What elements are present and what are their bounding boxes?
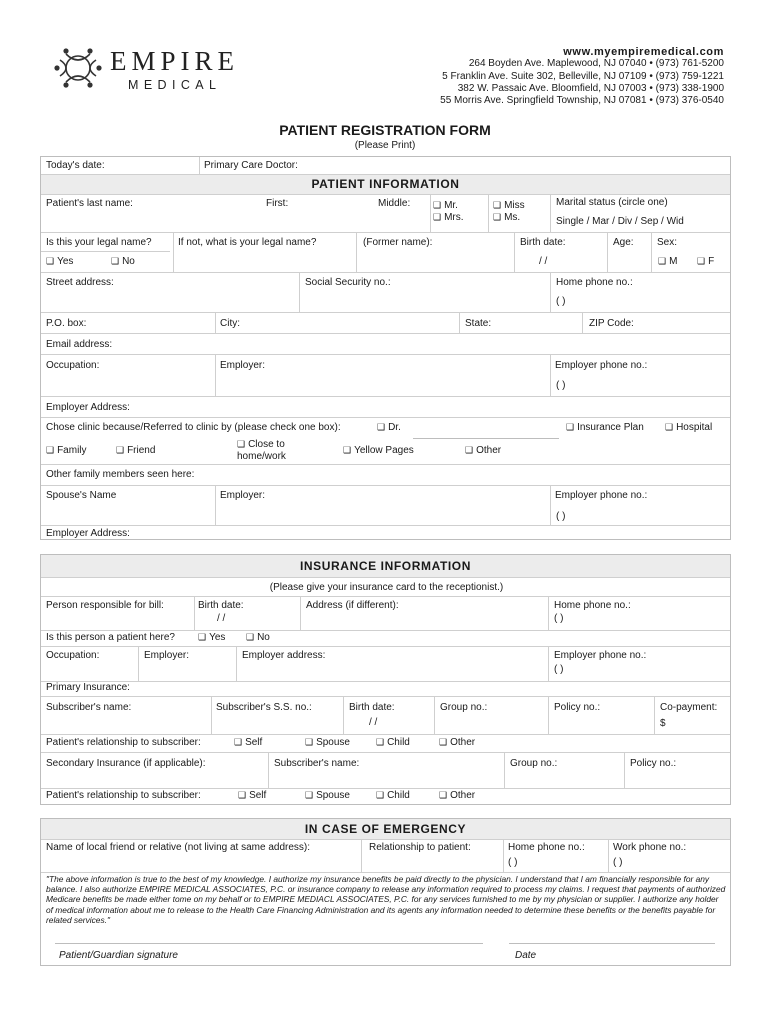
referral-hospital-checkbox[interactable]: ❑ Hospital — [665, 422, 712, 433]
address-line: 5 Franklin Ave. Suite 302, Belleville, NJ 07109 • (973) 759-1221 — [442, 70, 724, 82]
home-phone-field[interactable]: Home phone no.: — [556, 277, 633, 288]
section-heading: IN CASE OF EMERGENCY — [41, 819, 730, 839]
responsible-address-field[interactable]: Address (if different): — [306, 600, 399, 611]
is-patient-question: Is this person a patient here? — [46, 632, 175, 643]
todays-date-field[interactable]: Today's date: — [46, 160, 105, 171]
local-contact-field[interactable]: Name of local friend or relative (not living at same address): — [46, 842, 311, 853]
email-field[interactable]: Email address: — [46, 339, 113, 350]
title-mr-checkbox[interactable]: ❑ Mr. — [433, 200, 458, 211]
primary-relationship-spouse-checkbox[interactable]: ❑ Spouse — [305, 737, 350, 748]
responsible-employer-phone-parens: ( ) — [554, 664, 564, 675]
spouse-name-field[interactable]: Spouse's Name — [46, 490, 117, 501]
spouse-employer-phone-field[interactable]: Employer phone no.: — [555, 490, 648, 501]
patient-information-section — [40, 156, 731, 540]
marital-status-options[interactable]: Single / Mar / Div / Sep / Wid — [556, 216, 684, 227]
secondary-insurance-field[interactable]: Secondary Insurance (if applicable): — [46, 758, 206, 769]
address-line: 382 W. Passaic Ave. Bloomfield, NJ 07003 • (973) 338-1900 — [457, 82, 724, 94]
employer-address-field[interactable]: Employer Address: — [46, 402, 130, 413]
office-addresses — [440, 46, 724, 107]
empire-medical-logo-icon — [52, 44, 104, 92]
employer-phone-field[interactable]: Employer phone no.: — [555, 360, 648, 371]
ssn-field[interactable]: Social Security no.: — [305, 277, 391, 288]
marital-status-label: Marital status (circle one) — [556, 197, 668, 208]
is-patient-no-checkbox[interactable]: ❑ No — [246, 632, 270, 643]
primary-relationship-label: Patient's relationship to subscriber: — [46, 737, 201, 748]
sex-f-checkbox[interactable]: ❑ F — [697, 256, 714, 267]
subscriber-ss-field[interactable]: Subscriber's S.S. no.: — [216, 702, 312, 713]
middle-name-field[interactable]: Middle: — [378, 198, 411, 209]
subscriber-birth-date-field[interactable]: Birth date: — [349, 702, 395, 713]
signature-date-field[interactable]: Date — [515, 950, 537, 961]
other-family-field[interactable]: Other family members seen here: — [46, 469, 195, 480]
title-ms-checkbox[interactable]: ❑ Ms. — [493, 212, 520, 223]
responsible-employer-address-field[interactable]: Employer address: — [242, 650, 326, 661]
subscriber-birth-date-slashes: / / — [369, 717, 378, 728]
occupation-field[interactable]: Occupation: — [46, 360, 100, 371]
age-field[interactable]: Age: — [613, 237, 634, 248]
secondary-policy-no-field[interactable]: Policy no.: — [630, 758, 677, 769]
first-name-field[interactable]: First: — [266, 198, 289, 209]
responsible-birth-date-slashes: / / — [217, 613, 226, 624]
brand-name: EMPIRE — [110, 46, 240, 76]
responsible-employer-field[interactable]: Employer: — [144, 650, 190, 661]
referral-insurance-plan-checkbox[interactable]: ❑ Insurance Plan — [566, 422, 644, 433]
secondary-subscriber-field[interactable]: Subscriber's name: — [274, 758, 360, 769]
website-link[interactable]: www.myempiremedical.com — [563, 46, 724, 58]
home-phone-parens: ( ) — [556, 296, 566, 307]
sex-m-checkbox[interactable]: ❑ M — [658, 256, 677, 267]
responsible-occupation-field[interactable]: Occupation: — [46, 650, 100, 661]
secondary-relationship-label: Patient's relationship to subscriber: — [46, 790, 201, 801]
emergency-section — [40, 818, 731, 966]
employer-field[interactable]: Employer: — [220, 360, 266, 371]
birth-date-slashes: / / — [539, 256, 548, 267]
primary-insurance-label: Primary Insurance: — [46, 682, 130, 693]
copayment-field[interactable]: Co-payment: — [660, 702, 718, 713]
secondary-relationship-child-checkbox[interactable]: ❑ Child — [376, 790, 410, 801]
legal-name-no-checkbox[interactable]: ❑ No — [111, 256, 135, 267]
secondary-relationship-spouse-checkbox[interactable]: ❑ Spouse — [305, 790, 350, 801]
responsible-home-phone-field[interactable]: Home phone no.: — [554, 600, 631, 611]
responsible-phone-parens: ( ) — [554, 613, 564, 624]
contact-home-phone-field[interactable]: Home phone no.: — [508, 842, 585, 853]
responsible-party-field[interactable]: Person responsible for bill: — [46, 600, 164, 611]
last-name-field[interactable]: Patient's last name: — [46, 198, 133, 209]
legal-name-yes-checkbox[interactable]: ❑ Yes — [46, 256, 73, 267]
insurance-card-note: (Please give your insurance card to the receptionist.) — [269, 582, 504, 593]
primary-relationship-child-checkbox[interactable]: ❑ Child — [376, 737, 410, 748]
birth-date-field[interactable]: Birth date: — [520, 237, 566, 248]
primary-doctor-field[interactable]: Primary Care Doctor: — [204, 160, 298, 171]
authorization-statement: "The above information is true to the best of my knowledge. I authorize my insurance benefits be paid directly to the physician. I understand that I am financially responsible for any balance. I also authorize EMPIRE MEDICAL ASSOCIATES, P.C. or insurance company to release any information required to process my claims. I request that payments of authorized Medicare benefits be made either tome on my behalf or to EMPIRE MEDIACL ASSOCIATES, P.C. for any services furnished to me by my physician or supplier. I authorize any holder of medical information about me to release to the Health Care Financing Administration and its agents any information needed to determine these benefits or the benefits payable for related services." — [46, 874, 726, 925]
referral-dr-checkbox[interactable]: ❑ Dr. — [377, 422, 401, 433]
brand-subtitle: MEDICAL — [128, 78, 222, 92]
spouse-employer-phone-parens: ( ) — [556, 511, 566, 522]
zip-field[interactable]: ZIP Code: — [589, 318, 634, 329]
responsible-birth-date-field[interactable]: Birth date: — [198, 600, 244, 611]
secondary-relationship-self-checkbox[interactable]: ❑ Self — [238, 790, 266, 801]
section-heading: INSURANCE INFORMATION — [41, 555, 730, 577]
group-no-field[interactable]: Group no.: — [440, 702, 488, 713]
sex-label: Sex: — [657, 237, 678, 248]
referral-other-checkbox[interactable]: ❑ Other — [465, 445, 501, 456]
insurance-information-section — [40, 554, 731, 805]
responsible-employer-phone-field[interactable]: Employer phone no.: — [554, 650, 647, 661]
referral-friend-checkbox[interactable]: ❑ Friend — [116, 445, 155, 456]
secondary-group-no-field[interactable]: Group no.: — [510, 758, 558, 769]
po-box-field[interactable]: P.O. box: — [46, 318, 87, 329]
referral-question: Chose clinic because/Referred to clinic by (please check one box): — [46, 422, 341, 433]
section-heading: PATIENT INFORMATION — [41, 174, 730, 194]
city-field[interactable]: City: — [220, 318, 240, 329]
title-miss-checkbox[interactable]: ❑ Miss — [493, 200, 525, 211]
signature-field[interactable]: Patient/Guardian signature — [59, 950, 178, 961]
spouse-employer-address-field[interactable]: Employer Address: — [46, 528, 130, 539]
contact-home-phone-parens: ( ) — [508, 857, 518, 868]
address-line: 264 Boyden Ave. Maplewood, NJ 07040 • (973) 761-5200 — [468, 58, 724, 70]
title-mrs-checkbox[interactable]: ❑ Mrs. — [433, 212, 464, 223]
referral-close-to-home-checkbox[interactable]: ❑ Close to — [237, 439, 285, 450]
referral-close-to-home-label: home/work — [237, 451, 286, 462]
contact-work-phone-field[interactable]: Work phone no.: — [613, 842, 687, 853]
secondary-relationship-other-checkbox[interactable]: ❑ Other — [439, 790, 475, 801]
is-patient-yes-checkbox[interactable]: ❑ Yes — [198, 632, 225, 643]
street-address-field[interactable]: Street address: — [46, 277, 114, 288]
form-subtitle: (Please Print) — [354, 140, 416, 151]
referral-family-checkbox[interactable]: ❑ Family — [46, 445, 87, 456]
legal-name-question: Is this your legal name? — [46, 237, 152, 248]
address-line: 55 Morris Ave. Springfield Township, NJ 07081 • (973) 376-0540 — [440, 95, 724, 107]
legal-name-field[interactable]: If not, what is your legal name? — [178, 237, 317, 248]
referral-yellow-pages-checkbox[interactable]: ❑ Yellow Pages — [343, 445, 414, 456]
contact-relationship-field[interactable]: Relationship to patient: — [369, 842, 471, 853]
contact-work-phone-parens: ( ) — [613, 857, 623, 868]
former-name-field[interactable]: (Former name): — [363, 237, 433, 248]
subscriber-name-field[interactable]: Subscriber's name: — [46, 702, 132, 713]
primary-relationship-other-checkbox[interactable]: ❑ Other — [439, 737, 475, 748]
policy-no-field[interactable]: Policy no.: — [554, 702, 601, 713]
form-title: PATIENT REGISTRATION FORM — [279, 122, 491, 138]
employer-phone-parens: ( ) — [556, 380, 566, 391]
copayment-dollar-sign: $ — [660, 718, 666, 729]
primary-relationship-self-checkbox[interactable]: ❑ Self — [234, 737, 262, 748]
state-field[interactable]: State: — [465, 318, 492, 329]
spouse-employer-field[interactable]: Employer: — [220, 490, 266, 501]
